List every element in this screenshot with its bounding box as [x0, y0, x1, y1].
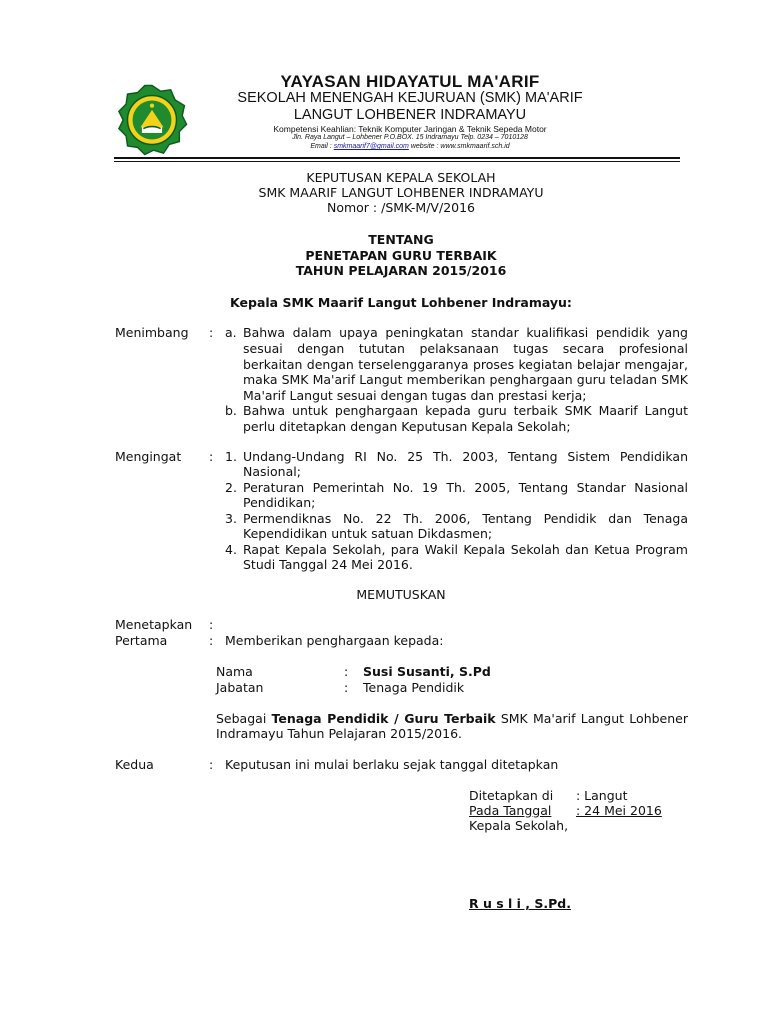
ditetapkan-label: Ditetapkan di [469, 788, 554, 803]
tanggal-value: : 24 Mei 2016 [576, 803, 662, 818]
award-description-line2: Indramayu Tahun Pelajaran 2015/2016. [216, 726, 462, 741]
mengingat-item-number: 4. [225, 542, 237, 557]
website-text: website : www.smkmaarif.sch.id [408, 143, 510, 150]
kedua-text: Keputusan ini mulai berlaku sejak tanggal ditetapkan [225, 757, 559, 772]
tentang-heading: TENTANG [368, 232, 434, 247]
menimbang-a-line: Bahwa dalam upaya peningkatan standar kualifikasi pendidik yang [243, 325, 688, 340]
mengingat-item-line: Kependidikan untuk satuan Dikdasmen; [243, 526, 493, 541]
award-description [216, 711, 688, 727]
ditetapkan-value: : Langut [576, 788, 628, 803]
letterhead-rule-thin [114, 161, 680, 162]
nama-label: Nama [216, 664, 253, 679]
mengingat-item-line: Studi Tanggal 24 Mei 2016. [243, 557, 413, 572]
subject-line2: TAHUN PELAJARAN 2015/2016 [295, 263, 507, 278]
menimbang-b-line: Bahwa untuk penghargaan kepada guru terbaik SMK Maarif Langut [243, 403, 688, 418]
signatory-title: Kepala Sekolah, [469, 818, 569, 833]
mengingat-label: Mengingat [115, 449, 182, 464]
kedua-label: Kedua [115, 757, 154, 772]
award-prefix: Sebagai [216, 711, 272, 726]
mengingat-item-line: Pendidikan; [243, 495, 316, 510]
menimbang-a-marker: a. [225, 325, 237, 340]
heading-line2: SMK MAARIF LANGUT LOHBENER INDRAMAYU [258, 185, 544, 200]
mengingat-item-line: Nasional; [243, 464, 301, 479]
kedua-colon: : [209, 757, 214, 772]
school-logo-icon [116, 84, 188, 156]
jabatan-label: Jabatan [216, 680, 264, 695]
nama-value: Susi Susanti, S.Pd [363, 664, 491, 679]
signatory-name: R u s l i , S.Pd. [469, 896, 572, 911]
mengingat-item-line: Undang-Undang RI No. 25 Th. 2003, Tentang Sistem Pendidikan [243, 449, 688, 464]
mengingat-item-line: Peraturan Pemerintah No. 19 Th. 2005, Tentang Standar Nasional [243, 480, 688, 495]
menetapkan-label: Menetapkan [115, 617, 193, 632]
heading-line1: KEPUTUSAN KEPALA SEKOLAH [306, 170, 496, 185]
mengingat-colon: : [209, 449, 214, 464]
pertama-text: Memberikan penghargaan kepada: [225, 633, 444, 648]
mengingat-item-number: 1. [225, 449, 237, 464]
menimbang-colon: : [209, 325, 214, 340]
memutuskan-heading: MEMUTUSKAN [356, 587, 446, 602]
mengingat-item-line: Permendiknas No. 22 Th. 2006, Tentang Pendidik dan Tenaga [243, 511, 688, 526]
menimbang-a-line: sesuai dengan tututan pelaksanaan tugas secara profesional [243, 341, 688, 356]
issuer-line: Kepala SMK Maarif Langut Lohbener Indramayu: [230, 295, 572, 310]
jabatan-value: Tenaga Pendidik [363, 680, 465, 695]
letterhead-rule-thick [114, 157, 680, 159]
letterhead-school: SEKOLAH MENENGAH KEJURUAN (SMK) MA'ARIF [237, 90, 583, 106]
email-link[interactable]: smkmaarif7@gmail.com [333, 143, 409, 150]
letterhead-location: LANGUT LOHBENER INDRAMAYU [293, 107, 527, 123]
letterhead-competence: Kompetensi Keahlian: Teknik Komputer Jaringan & Teknik Sepeda Motor [273, 124, 547, 134]
nama-colon: : [344, 664, 349, 679]
menimbang-a-line: berkaitan dengan terselenggaranya proses kegiatan belajar mengajar, [243, 357, 688, 372]
pertama-label: Pertama [115, 633, 168, 648]
menimbang-label: Menimbang [115, 325, 189, 340]
pertama-colon: : [209, 633, 214, 648]
document-number: Nomor : /SMK-M/V/2016 [326, 200, 476, 215]
award-suffix: SMK Ma'arif Langut Lohbener [495, 711, 688, 726]
letterhead-contact [200, 143, 620, 150]
menimbang-b-line: perlu ditetapkan dengan Keputusan Kepala Sekolah; [243, 419, 571, 434]
subject-line1: PENETAPAN GURU TERBAIK [305, 248, 497, 263]
menimbang-b-marker: b. [225, 403, 237, 418]
jabatan-colon: : [344, 680, 349, 695]
mengingat-item-line: Rapat Kepala Sekolah, para Wakil Kepala Sekolah dan Ketua Program [243, 542, 688, 557]
email-label: Email : [310, 143, 334, 150]
menetapkan-colon: : [209, 617, 214, 632]
letterhead-foundation: YAYASAN HIDAYATUL MA'ARIF [280, 72, 540, 91]
mengingat-item-number: 2. [225, 480, 237, 495]
award-title: Tenaga Pendidik / Guru Terbaik [271, 711, 496, 726]
tanggal-label: Pada Tanggal [469, 803, 552, 818]
mengingat-item-number: 3. [225, 511, 237, 526]
letterhead-address: Jln. Raya Langut – Lohbener P.O.BOX. 15 Indramayu Telp. 0234 – 7010128 [292, 134, 528, 141]
menimbang-a-line: maka SMK Ma'arif Langut memberikan penghargaan guru teladan SMK [243, 372, 688, 387]
menimbang-a-line: Ma'arif Langut sesuai dengan tugas dan prestasi kerja; [243, 388, 587, 403]
